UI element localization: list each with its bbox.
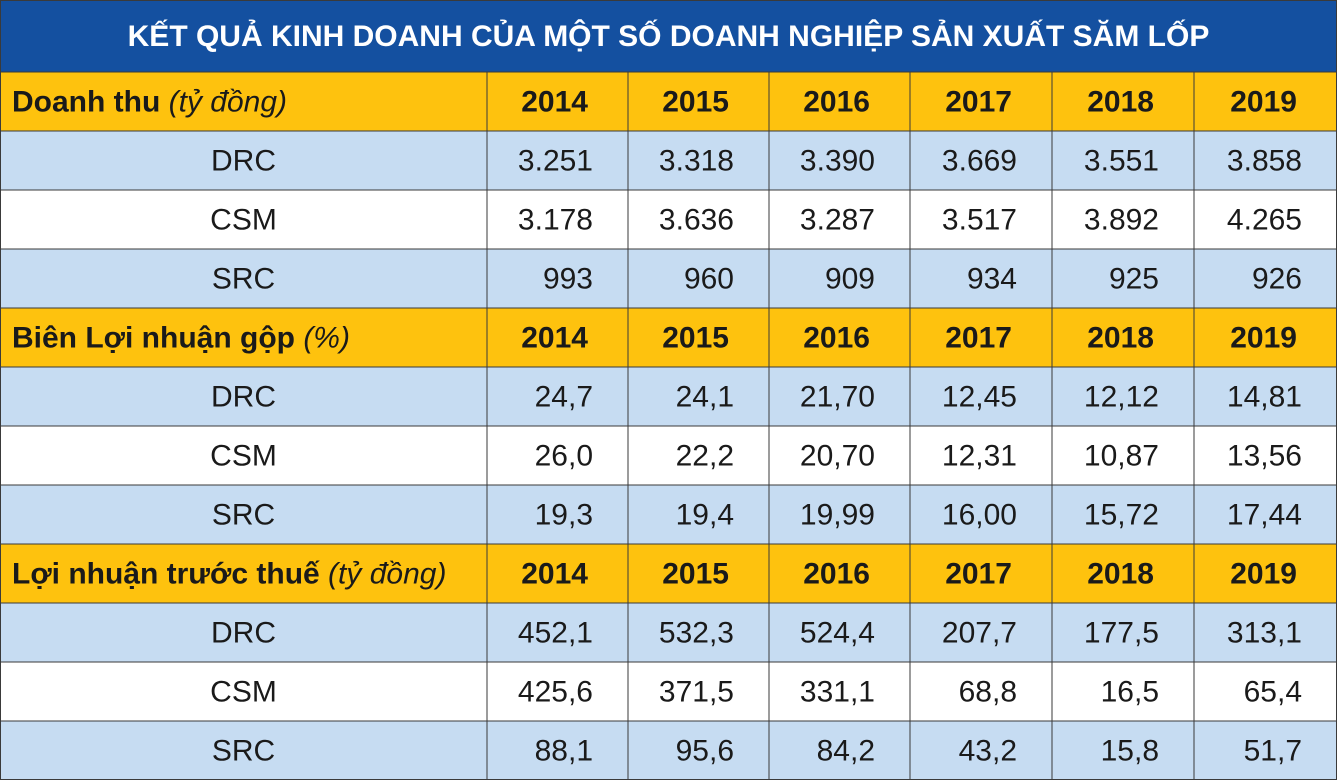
company-label: CSM bbox=[210, 439, 277, 473]
section-unit: (tỷ đồng) bbox=[168, 85, 288, 119]
value-cell: 15,72 bbox=[1083, 498, 1159, 532]
year-header: 2018 bbox=[1087, 557, 1154, 591]
year-header: 2014 bbox=[521, 557, 588, 591]
value-cell: 88,1 bbox=[534, 734, 593, 768]
value-cell: 313,1 bbox=[1226, 616, 1302, 650]
section-label-text: Biên Lợi nhuận gộp bbox=[12, 321, 304, 355]
value-cell: 925 bbox=[1108, 262, 1159, 296]
year-header: 2016 bbox=[803, 321, 870, 355]
year-header: 2019 bbox=[1230, 321, 1297, 355]
value-cell: 3.251 bbox=[517, 144, 593, 178]
value-cell: 371,5 bbox=[658, 675, 734, 709]
value-cell: 68,8 bbox=[958, 675, 1017, 709]
section-label-text: Doanh thu bbox=[12, 85, 169, 119]
value-cell: 425,6 bbox=[517, 675, 593, 709]
value-cell: 934 bbox=[966, 262, 1017, 296]
value-cell: 15,8 bbox=[1100, 734, 1159, 768]
year-header: 2019 bbox=[1230, 85, 1297, 119]
value-cell: 3.551 bbox=[1083, 144, 1159, 178]
value-cell: 4.265 bbox=[1226, 203, 1302, 237]
value-cell: 993 bbox=[542, 262, 593, 296]
value-cell: 13,56 bbox=[1226, 439, 1302, 473]
section-label bbox=[12, 85, 287, 118]
value-cell: 19,3 bbox=[534, 498, 593, 532]
value-cell: 51,7 bbox=[1243, 734, 1302, 768]
company-label: DRC bbox=[211, 380, 276, 414]
year-header: 2018 bbox=[1087, 321, 1154, 355]
value-cell: 909 bbox=[824, 262, 875, 296]
year-header: 2014 bbox=[521, 321, 588, 355]
value-cell: 3.178 bbox=[517, 203, 593, 237]
company-label: DRC bbox=[211, 616, 276, 650]
value-cell: 95,6 bbox=[675, 734, 734, 768]
year-header: 2017 bbox=[945, 557, 1012, 591]
company-label: SRC bbox=[211, 498, 276, 532]
value-cell: 20,70 bbox=[799, 439, 875, 473]
value-cell: 14,81 bbox=[1226, 380, 1302, 414]
value-cell: 331,1 bbox=[799, 675, 875, 709]
year-header: 2018 bbox=[1087, 85, 1154, 119]
value-cell: 926 bbox=[1251, 262, 1302, 296]
value-cell: 16,5 bbox=[1100, 675, 1159, 709]
value-cell: 43,2 bbox=[958, 734, 1017, 768]
value-cell: 24,1 bbox=[675, 380, 734, 414]
value-cell: 532,3 bbox=[658, 616, 734, 650]
value-cell: 524,4 bbox=[799, 616, 875, 650]
section-unit: (tỷ đồng) bbox=[328, 557, 447, 591]
year-header: 2015 bbox=[662, 85, 729, 119]
value-cell: 22,2 bbox=[675, 439, 734, 473]
year-header: 2015 bbox=[662, 321, 729, 355]
value-cell: 26,0 bbox=[534, 439, 593, 473]
value-cell: 17,44 bbox=[1226, 498, 1302, 532]
value-cell: 21,70 bbox=[799, 380, 875, 414]
value-cell: 3.636 bbox=[658, 203, 734, 237]
value-cell: 24,7 bbox=[534, 380, 593, 414]
company-label: SRC bbox=[211, 734, 276, 768]
company-label: CSM bbox=[210, 203, 277, 237]
value-cell: 12,31 bbox=[941, 439, 1017, 473]
company-label: SRC bbox=[211, 262, 276, 296]
company-label: DRC bbox=[211, 144, 276, 178]
year-header: 2016 bbox=[803, 85, 870, 119]
value-cell: 16,00 bbox=[941, 498, 1017, 532]
value-cell: 10,87 bbox=[1083, 439, 1159, 473]
value-cell: 12,12 bbox=[1083, 380, 1159, 414]
year-header: 2017 bbox=[945, 85, 1012, 119]
year-header: 2016 bbox=[803, 557, 870, 591]
year-header: 2019 bbox=[1230, 557, 1297, 591]
value-cell: 452,1 bbox=[517, 616, 593, 650]
value-cell: 12,45 bbox=[941, 380, 1017, 414]
company-label: CSM bbox=[210, 675, 277, 709]
value-cell: 19,99 bbox=[799, 498, 875, 532]
section-unit: (%) bbox=[303, 321, 350, 355]
year-header: 2017 bbox=[945, 321, 1012, 355]
value-cell: 3.390 bbox=[799, 144, 875, 178]
value-cell: 3.517 bbox=[941, 203, 1017, 237]
value-cell: 3.287 bbox=[799, 203, 875, 237]
value-cell: 960 bbox=[683, 262, 734, 296]
value-cell: 84,2 bbox=[816, 734, 875, 768]
table-title: KẾT QUẢ KINH DOANH CỦA MỘT SỐ DOANH NGHIỆP SẢN XUẤT SĂM LỐP bbox=[127, 19, 1210, 53]
value-cell: 3.858 bbox=[1226, 144, 1302, 178]
value-cell: 207,7 bbox=[941, 616, 1017, 650]
value-cell: 3.669 bbox=[941, 144, 1017, 178]
year-header: 2015 bbox=[662, 557, 729, 591]
value-cell: 3.318 bbox=[658, 144, 734, 178]
section-label bbox=[12, 557, 446, 590]
year-header: 2014 bbox=[521, 85, 588, 119]
section-label-text: Lợi nhuận trước thuế bbox=[12, 557, 329, 591]
value-cell: 177,5 bbox=[1083, 616, 1159, 650]
value-cell: 19,4 bbox=[675, 498, 734, 532]
value-cell: 3.892 bbox=[1083, 203, 1159, 237]
section-label bbox=[12, 321, 350, 354]
value-cell: 65,4 bbox=[1243, 675, 1302, 709]
